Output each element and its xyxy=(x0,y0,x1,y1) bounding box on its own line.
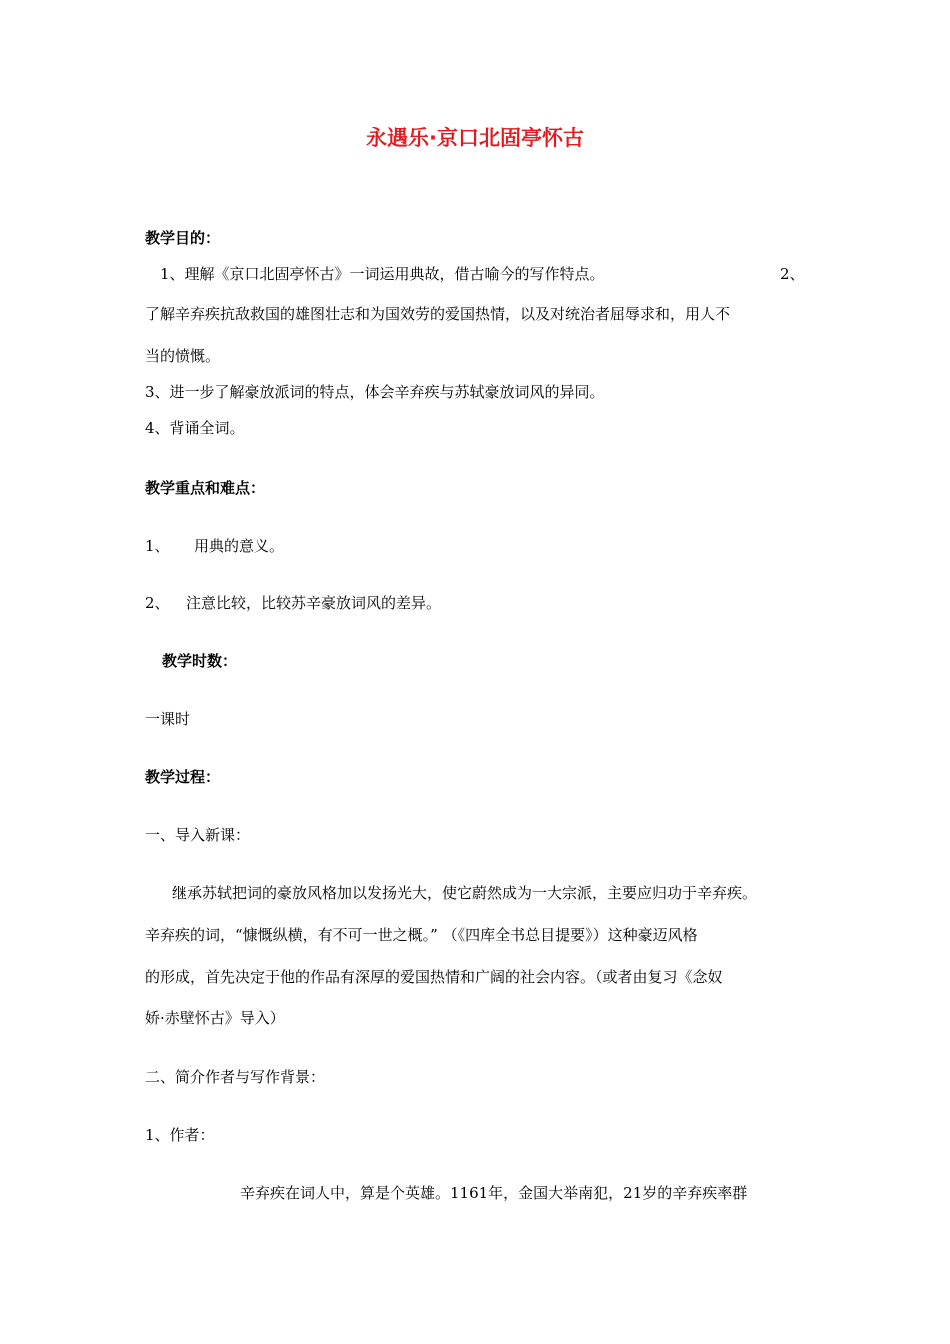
goal-item-1: 1、理解《京口北固亭怀古》一词运用典故，借古喻今的写作特点。 xyxy=(160,265,605,283)
keypoint-1-text: 用典的意义。 xyxy=(194,537,285,555)
intro-paragraph-line-3: 的形成，首先决定于他的作品有深厚的爱国热情和广阔的社会内容。（或者由复习《念奴 xyxy=(145,968,723,986)
intro-paragraph-line-1: 继承苏轼把词的豪放风格加以发扬光大，使它蔚然成为一大宗派，主要应归功于辛弃疾。 xyxy=(172,884,758,902)
keypoint-1-number: 1、 xyxy=(145,537,170,555)
author-paragraph-line-1: 辛弃疾在词人中，算是个英雄。1161年，金国大举南犯，21岁的辛弃疾率群 xyxy=(240,1184,748,1202)
goal-item-2-line-2: 当的愤慨。 xyxy=(145,347,221,365)
hours-heading: 教学时数： xyxy=(162,652,238,670)
intro-paragraph-line-4: 娇·赤壁怀古》导入） xyxy=(145,1009,285,1027)
goals-heading: 教学目的： xyxy=(145,229,221,247)
process-heading: 教学过程： xyxy=(145,768,221,786)
process-section-2: 二、简介作者与写作背景： xyxy=(145,1068,326,1086)
process-section-1: 一、导入新课： xyxy=(145,826,251,844)
goal-item-2-number: 2、 xyxy=(780,265,805,283)
hours-value: 一课时 xyxy=(145,710,191,728)
document-title: 永遇乐·京口北固亭怀古 xyxy=(366,126,584,150)
goal-item-2-line-1: 了解辛弃疾抗敌救国的雄图壮志和为国效劳的爱国热情，以及对统治者屈辱求和，用人不 xyxy=(145,305,731,323)
author-subheading: 1、作者： xyxy=(145,1126,215,1144)
keypoints-heading: 教学重点和难点： xyxy=(145,479,266,497)
keypoint-2-text: 注意比较，比较苏辛豪放词风的差异。 xyxy=(186,594,442,612)
goal-item-4: 4、背诵全词。 xyxy=(145,419,245,437)
keypoint-2-number: 2、 xyxy=(145,594,170,612)
goal-item-3: 3、进一步了解豪放派词的特点，体会辛弃疾与苏轼豪放词风的异同。 xyxy=(145,383,605,401)
intro-paragraph-line-2: 辛弃疾的词，“慷慨纵横，有不可一世之概。” （《四库全书总目提要》）这种豪迈风格 xyxy=(145,926,698,944)
